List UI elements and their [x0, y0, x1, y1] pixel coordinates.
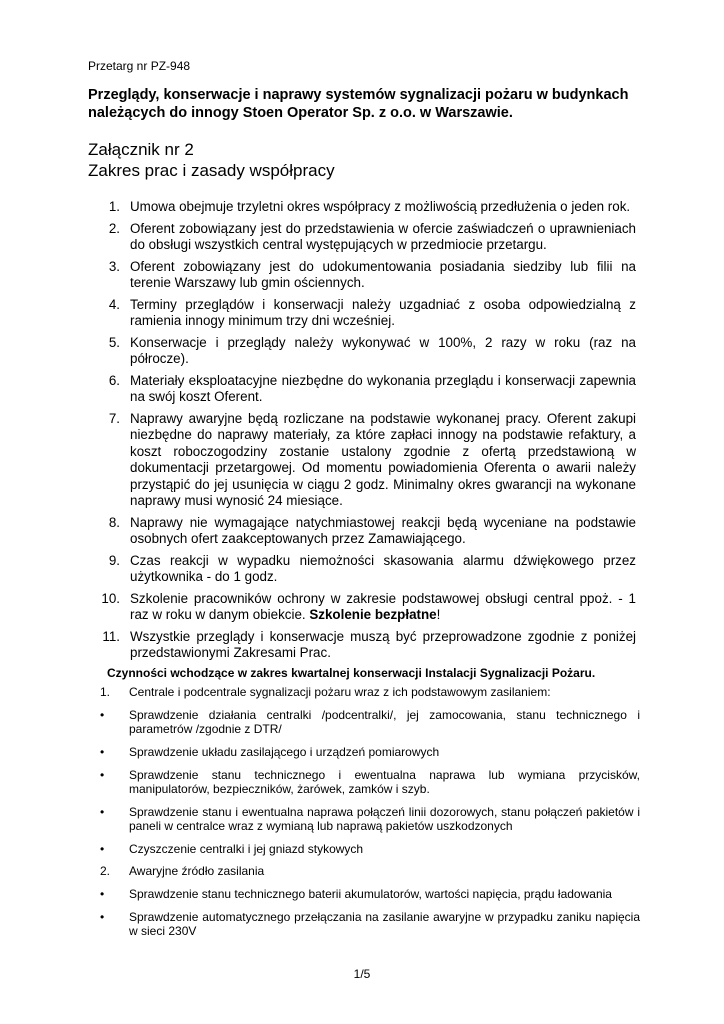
bullet-icon: •	[100, 887, 105, 902]
list-item	[88, 553, 636, 586]
item-text: Szkolenie pracowników ochrony w zakresie podstawowej obsługi central ppoż. - 1 raz w roku w danym obiekcie.	[130, 590, 636, 622]
item-text: Naprawy nie wymagające natychmiastowej reakcji będą wyceniane na podstawie osobnych ofert zaakceptowanych przez Zamawiającego.	[130, 514, 636, 546]
document-title: Przeglądy, konserwacje i naprawy systemów sygnalizacji pożaru w budynkach należących do innogy Stoen Operator Sp. z o.o. w Warszawie.	[88, 87, 629, 121]
item-number: 9.	[108, 552, 120, 568]
item-text: Konserwacje i przeglądy należy wykonywać w 100%, 2 razy w roku (raz na półrocze).	[130, 334, 636, 366]
list-item	[88, 515, 636, 548]
list-item	[88, 842, 640, 856]
item-text: Materiały eksploatacyjne niezbędne do wykonania przeglądu i konserwacji zapewnia na swój koszt Oferent.	[130, 372, 636, 404]
item-text: Oferent zobowiązany jest do udokumentowania posiadania siedziby lub filii na terenie Warszawy lub gmin ościennych.	[130, 258, 636, 290]
item-text: Umowa obejmuje trzyletni okres współpracy z możliwością przedłużenia o jeden rok.	[130, 199, 631, 214]
bullet-icon: •	[100, 909, 105, 924]
item-number: 11.	[102, 628, 120, 644]
page-number: 1/5	[353, 967, 371, 981]
list-item	[88, 259, 636, 292]
item-number: 10.	[101, 590, 120, 606]
item-text: Wszystkie przeglądy i konserwacje muszą być przeprowadzone zgodnie z poniżej przedstawionymi Zakresami Prac.	[130, 628, 636, 660]
item-text: Centrale i podcentrale sygnalizacji pożaru wraz z ich podstawowym zasilaniem:	[129, 685, 551, 699]
maintenance-list	[88, 685, 640, 947]
free-training-emphasis: Szkolenie bezpłatne	[309, 607, 437, 622]
list-item	[88, 768, 640, 796]
terms-list	[88, 199, 636, 667]
list-item	[88, 805, 640, 833]
item-number: 3.	[108, 258, 120, 274]
list-item	[88, 910, 640, 938]
list-item	[88, 297, 636, 330]
item-marker: 1.	[100, 685, 111, 699]
list-item	[88, 887, 640, 901]
item-number: 2.	[108, 220, 120, 236]
item-number: 5.	[108, 334, 120, 350]
list-item	[88, 335, 636, 368]
bullet-icon: •	[100, 841, 105, 856]
section-title: Czynności wchodzące w zakres kwartalnej konserwacji Instalacji Sygnalizacji Pożaru.	[107, 666, 596, 680]
item-number: 7.	[108, 410, 120, 426]
item-marker: 2.	[100, 864, 111, 879]
bullet-icon: •	[100, 744, 105, 759]
item-text: Oferent zobowiązany jest do przedstawienia w ofercie zaświadczeń o uprawnieniach do obsługi wszystkich central występujących w przedmiocie przetargu.	[130, 220, 636, 252]
list-item	[88, 685, 640, 699]
bullet-icon: •	[100, 767, 105, 782]
list-item	[88, 591, 636, 624]
item-text-tail: !	[436, 607, 441, 622]
scope-heading: Zakres prac i zasady współpracy	[88, 161, 335, 180]
item-text: Czas reakcji w wypadku niemożności skasowania alarmu dźwiękowego przez użytkownika - do 1 godz.	[130, 552, 636, 584]
item-number: 1.	[108, 199, 120, 214]
item-text: Sprawdzenie stanu technicznego i ewentualna naprawa lub wymiana przycisków, manipulatorów, bezpieczników, żarówek, zamków i szyb.	[129, 767, 640, 796]
item-text: Awaryjne źródło zasilania	[129, 864, 265, 879]
item-number: 4.	[108, 296, 120, 312]
list-item	[88, 864, 640, 878]
bullet-icon: •	[100, 804, 105, 819]
item-number: 8.	[108, 514, 120, 530]
list-item	[88, 221, 636, 254]
list-item	[88, 745, 640, 759]
list-item	[88, 708, 640, 736]
list-item	[88, 629, 636, 662]
item-text: Sprawdzenie działania centralki /podcentralki/, jej zamocowania, stanu technicznego i parametrów /zgodnie z DTR/	[129, 707, 640, 736]
item-text: Terminy przeglądów i konserwacji należy uzgadniać z osoba odpowiedzialną z ramienia innogy minimum trzy dni wcześniej.	[130, 296, 636, 328]
item-number: 6.	[108, 372, 120, 388]
bullet-icon: •	[100, 707, 105, 722]
item-text: Sprawdzenie stanu technicznego baterii akumulatorów, wartości napięcia, prądu ładowania	[129, 887, 612, 902]
list-item	[88, 199, 636, 216]
item-text: Sprawdzenie stanu i ewentualna naprawa połączeń linii dozorowych, stanu połączeń pakietów i paneli w centralce wraz z wymianą lub naprawą pakietów uszkodzonych	[129, 804, 640, 833]
annex-heading: Załącznik nr 2	[88, 140, 194, 159]
item-text: Naprawy awaryjne będą rozliczane na podstawie wykonanej pracy. Oferent zakupi niezbędne do naprawy materiały, za które zapłaci innogy na podstawie refaktury, a koszt roboczogodziny zostanie ustalony zgodnie z ofertą przedstawioną w dokumentacji przetargowej. Od momentu powiadomienia Oferenta o awarii należy przystąpić do jej usunięcia w ciągu 2 godz. Minimalny okres gwarancji na wykonane naprawy musi wynosić 24 miesiące.	[130, 410, 636, 508]
item-text: Sprawdzenie układu zasilającego i urządzeń pomiarowych	[129, 744, 440, 759]
tender-reference: Przetarg nr PZ-948	[88, 59, 191, 73]
list-item	[88, 373, 636, 406]
item-text: Czyszczenie centralki i jej gniazd stykowych	[129, 841, 364, 856]
list-item	[88, 411, 636, 510]
item-text: Sprawdzenie automatycznego przełączania na zasilanie awaryjne w przypadku zaniku napięcia w sieci 230V	[129, 909, 640, 939]
